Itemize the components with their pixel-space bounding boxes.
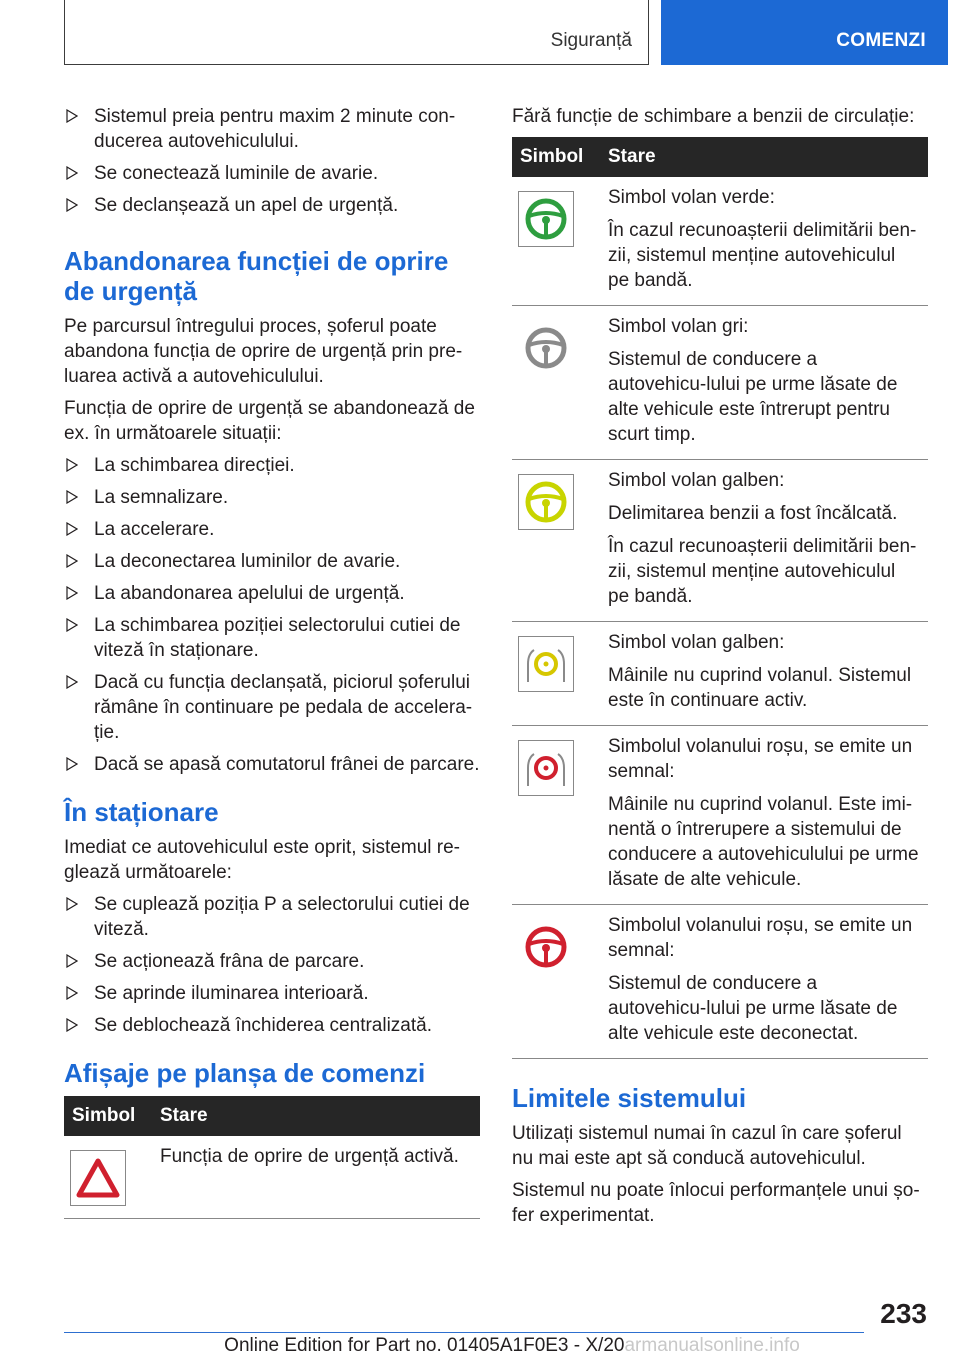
table-header-symbol: Simbol [64,1096,152,1136]
bullet-triangle-icon [66,897,78,911]
bullet-triangle-icon [66,675,78,689]
steering-wheel-grey-icon [518,320,574,376]
paragraph: Pe parcursul întregului proces, șoferul poate abandona funcția de oprire de urgență prin pre-luarea activă a autovehiculului. [64,316,463,387]
table-row [64,1136,480,1219]
state-text: Sistemul de conducere a autovehicu-lului pe urme lăsate de alte vehicule este întrerupt pentru scurt timp. [608,349,898,445]
table-row [512,460,928,622]
bullet-triangle-icon [66,954,78,968]
bullet-triangle-icon [66,554,78,568]
list-item: Se aprinde iluminarea interioară. [64,981,480,1006]
list-item: Dacă cu funcția declanșată, piciorul șoferului rămâne în continuare pe pedala de accelera-ție. [64,670,480,745]
hands-off-wheel-yellow-icon [518,636,574,692]
state-text: În cazul recunoașterii delimitării ben-zii, sistemul menține autovehiculul pe bandă. [608,220,917,291]
section-title: Siguranță [550,30,632,51]
list-item: Se conectează luminile de avarie. [64,161,480,186]
chapter-tab-label: COMENZI [836,30,926,51]
table-row [512,306,928,460]
list-item: Se declanșează un apel de urgență. [64,193,480,218]
table-row [512,177,928,306]
paragraph: Imediat ce autovehiculul este oprit, sistemul re-glează următoarele: [64,837,461,883]
list-item: La semnalizare. [64,485,480,510]
state-title: Simbolul volanului roșu, se emite un semnal: [608,736,913,782]
bullet-triangle-icon [66,522,78,536]
paragraph: Funcția de oprire de urgență se abandonează de ex. în următoarele situații: [64,398,475,444]
list-item: La schimbarea poziției selectorului cutiei de viteză în staționare. [64,613,480,663]
state-title: Simbol volan galben: [608,470,785,491]
list-item: La deconectarea luminilor de avarie. [64,549,480,574]
bullet-triangle-icon [66,490,78,504]
heading-limite: Limitele sistemului [512,1083,747,1113]
state-title: Simbolul volanului roșu, se emite un semnal: [608,915,913,961]
footer-edition: Online Edition for Part no. 01405A1F0E3 - X/20 [224,1335,625,1356]
chapter-tab[interactable] [661,0,948,65]
bullet-list-abandon [64,453,480,777]
bullet-triangle-icon [66,109,78,123]
state-text: Funcția de oprire de urgență activă. [160,1146,459,1167]
state-text: În cazul recunoașterii delimitării ben-zii, sistemul menține autovehiculul pe bandă. [608,536,917,607]
state-text: Mâinile nu cuprind volanul. Sistemul este în continuare activ. [608,665,912,711]
footer-divider [64,1332,864,1333]
bullet-list-top [64,104,480,218]
page-number: 233 [880,1298,927,1329]
symbol-table-left [64,1096,480,1219]
bullet-triangle-icon [66,198,78,212]
state-title: Simbol volan verde: [608,187,775,208]
warning-triangle-icon [70,1150,126,1206]
footer [64,1335,960,1357]
steering-wheel-yellow-icon [518,474,574,530]
left-column [64,104,480,1219]
table-row [512,726,928,905]
list-item: Sistemul preia pentru maxim 2 minute con-ducerea autovehiculului. [64,104,480,154]
list-item: La accelerare. [64,517,480,542]
state-text: Mâinile nu cuprind volanul. Este imi-nentă o întrerupere a sistemului de conducere a autovehiculului pe urme lăsate de alte vehicule. [608,794,919,890]
state-title: Simbol volan galben: [608,632,785,653]
state-text: Delimitarea benzii a fost încălcată. [608,503,898,524]
table-header-state: Stare [600,137,928,177]
bullet-triangle-icon [66,458,78,472]
table-intro: Fără funcție de schimbare a benzii de circulație: [512,106,915,127]
bullet-list-stationare [64,892,480,1038]
right-column [512,104,928,1235]
list-item: Se acționează frâna de parcare. [64,949,480,974]
hands-off-wheel-red-icon [518,740,574,796]
heading-abandon: Abandonarea funcției de oprire de urgență [64,246,449,306]
heading-stationare: În staționare [64,797,219,827]
heading-afisaje: Afișaje pe planșa de comenzi [64,1058,426,1088]
paragraph: Sistemul nu poate înlocui performanțele unui șo-fer experimentat. [512,1180,920,1226]
steering-wheel-red-icon [518,919,574,975]
bullet-triangle-icon [66,166,78,180]
table-row [512,622,928,726]
bullet-triangle-icon [66,986,78,1000]
bullet-triangle-icon [66,618,78,632]
list-item: Se cuplează poziția P a selectorului cutiei de viteză. [64,892,480,942]
table-row [512,905,928,1059]
table-header-symbol: Simbol [512,137,600,177]
symbol-table-right [512,137,928,1059]
footer-watermark: armanualsonline.info [624,1335,800,1356]
bullet-triangle-icon [66,586,78,600]
list-item: La schimbarea direcției. [64,453,480,478]
state-text: Sistemul de conducere a autovehicu-lului pe urme lăsate de alte vehicule este deconectat. [608,973,898,1044]
list-item: Se deblochează închiderea centralizată. [64,1013,480,1038]
list-item: Dacă se apasă comutatorul frânei de parcare. [64,752,480,777]
table-header-state: Stare [152,1096,480,1136]
paragraph: Utilizați sistemul numai în cazul în care șoferul nu mai este apt să conducă autovehiculul. [512,1123,902,1169]
header-section-box [64,0,649,65]
state-title: Simbol volan gri: [608,316,749,337]
list-item: La abandonarea apelului de urgență. [64,581,480,606]
bullet-triangle-icon [66,757,78,771]
bullet-triangle-icon [66,1018,78,1032]
steering-wheel-green-icon [518,191,574,247]
